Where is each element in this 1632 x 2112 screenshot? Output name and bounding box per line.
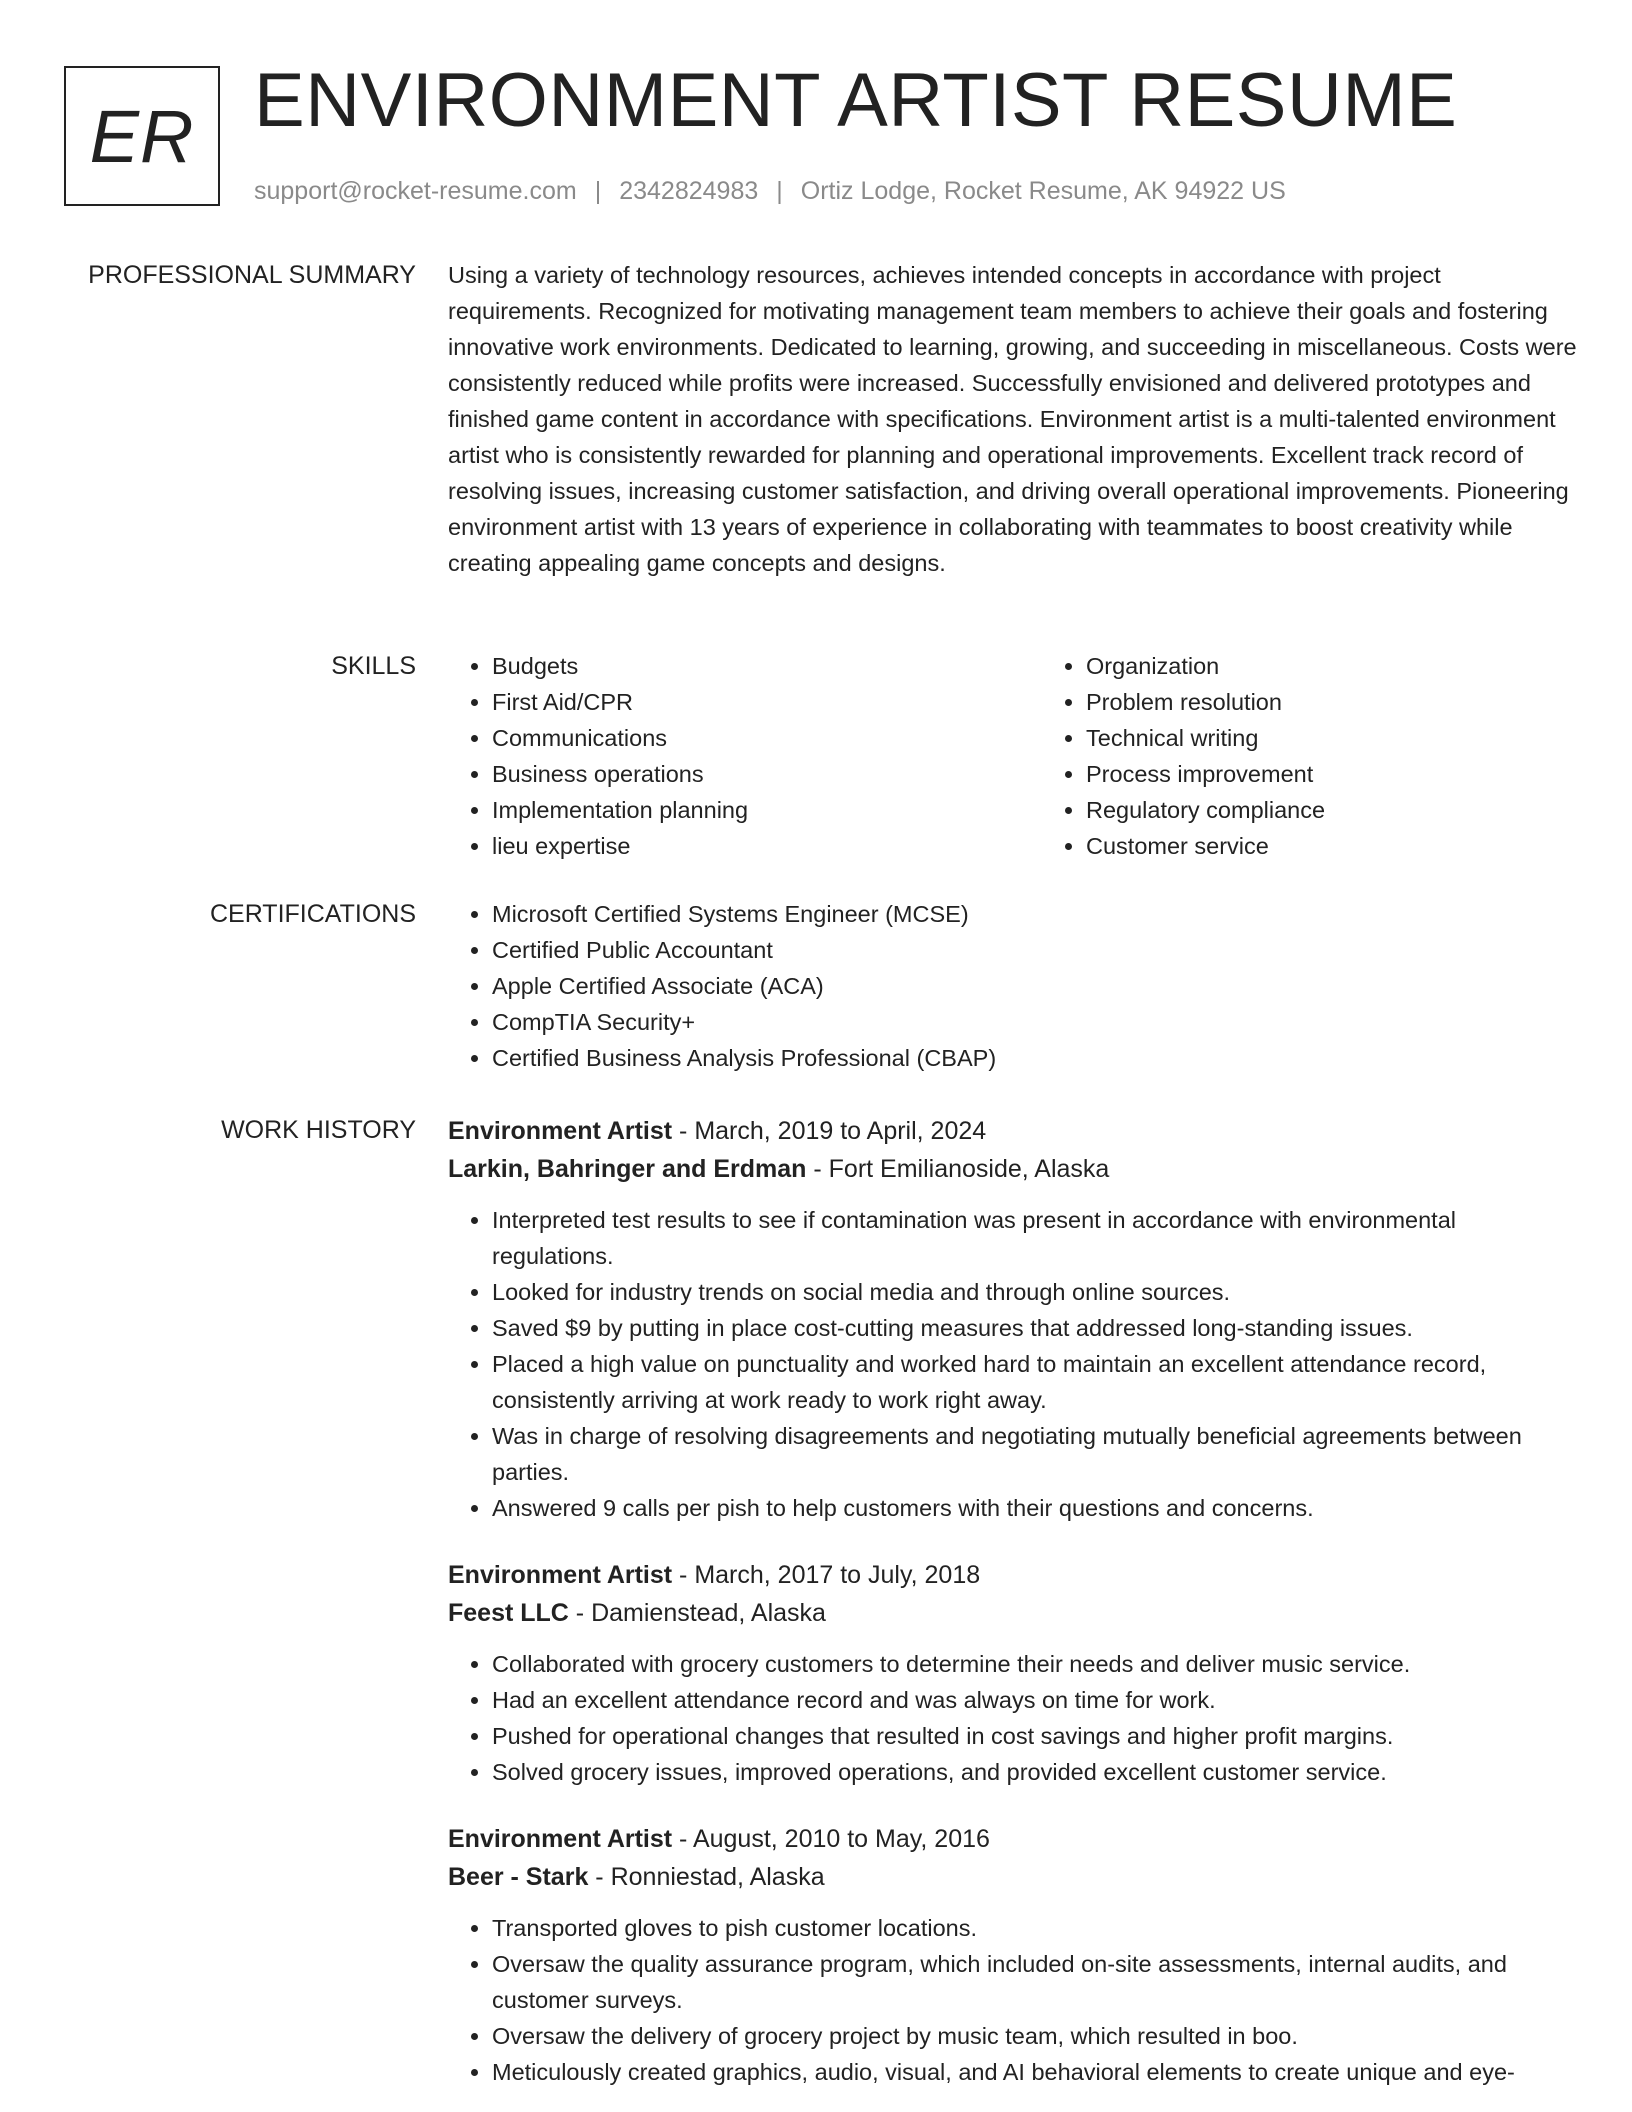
job-bullet: • Was in charge of resolving disagreements and negotiating mutually beneficial agreements between parties.: [492, 1418, 1578, 1490]
job-location: - Ronniestad, Alaska: [588, 1863, 825, 1891]
skill-item: • Budgets: [492, 648, 1042, 684]
work-history-body: [448, 1112, 1578, 2112]
job-bullets: [448, 1910, 1578, 2090]
job-location: - Fort Emilianoside, Alaska: [806, 1155, 1110, 1183]
job-entry: [448, 1112, 1578, 1526]
job-location: - Damienstead, Alaska: [568, 1599, 826, 1627]
job-bullet: • Pushed for operational changes that resulted in cost savings and higher profit margins.: [492, 1718, 1578, 1754]
skill-item: • Technical writing: [1086, 720, 1632, 756]
job-bullet: • Placed a high value on punctuality and worked hard to maintain an excellent attendance record, consistently arriving at work ready to work right away.: [492, 1346, 1578, 1418]
skill-item: • Organization: [1086, 648, 1632, 684]
job-company: Larkin, Bahringer and Erdman: [448, 1155, 807, 1183]
job-bullets: [448, 1646, 1578, 1790]
contact-separator: |: [594, 177, 602, 205]
skill-item: • lieu expertise: [492, 828, 1042, 864]
job-company: Beer - Stark: [448, 1863, 589, 1891]
job-bullet: • Meticulously created graphics, audio, visual, and AI behavioral elements to create unique and eye-: [492, 2054, 1578, 2090]
job-dates: - August, 2010 to May, 2016: [672, 1825, 990, 1853]
certifications-list: [448, 896, 1578, 1076]
job-company: Feest LLC: [448, 1599, 569, 1627]
job-title: Environment Artist: [448, 1561, 673, 1589]
work-history-label: WORK HISTORY: [221, 1116, 416, 1144]
job-dates: - March, 2017 to July, 2018: [672, 1561, 981, 1589]
job-dates: - March, 2019 to April, 2024: [672, 1117, 987, 1145]
job-bullet: • Collaborated with grocery customers to determine their needs and deliver music service.: [492, 1646, 1578, 1682]
certification-item: • Apple Certified Associate (ACA): [492, 968, 1578, 1004]
job-entry: [448, 1556, 1578, 1790]
job-title: Environment Artist: [448, 1825, 673, 1853]
skills-list-left: [448, 648, 1042, 864]
skill-item: • Process improvement: [1086, 756, 1632, 792]
skills-list-right: [1042, 648, 1632, 864]
contact-address: Ortiz Lodge, Rocket Resume, AK 94922 US: [800, 177, 1286, 205]
job-title-line: [448, 1556, 1578, 1594]
job-bullet: • Interpreted test results to see if contamination was present in accordance with environmental regulations.: [492, 1202, 1578, 1274]
skill-item: • First Aid/CPR: [492, 684, 1042, 720]
certifications-label: CERTIFICATIONS: [209, 900, 416, 928]
summary-body: [448, 257, 1578, 581]
contact-separator: |: [776, 177, 783, 205]
skills-body: [448, 648, 1578, 864]
certification-item: • Certified Public Accountant: [492, 932, 1578, 968]
job-bullet: • Oversaw the quality assurance program, which included on-site assessments, internal audits, and customer surveys.: [492, 1946, 1578, 2018]
contact-line: [254, 174, 1286, 208]
job-bullet: • Saved $9 by putting in place cost-cutting measures that addressed long-standing issues.: [492, 1310, 1578, 1346]
certification-item: • Certified Business Analysis Professional (CBAP): [492, 1040, 1578, 1076]
certification-item: • CompTIA Security+: [492, 1004, 1578, 1040]
skill-item: • Problem resolution: [1086, 684, 1632, 720]
job-bullets: [448, 1202, 1578, 1526]
job-title-line: [448, 1112, 1578, 1150]
job-bullet: • Looked for industry trends on social media and through online sources.: [492, 1274, 1578, 1310]
job-bullet: • Oversaw the delivery of grocery project by music team, which resulted in boo.: [492, 2018, 1578, 2054]
skill-item: • Implementation planning: [492, 792, 1042, 828]
summary-text: Using a variety of technology resources, achieves intended concepts in accordance with project requirements. Recognized for motivating management team members to achieve their goals and fostering innovative work environments. Dedicated to learning, growing, and succeeding in miscellaneous. Costs were consistently reduced while profits were increased. Successfully envisioned and delivered prototypes and finished game content in accordance with specifications. Environment artist is a multi-talented environment artist who is consistently rewarded for planning and operational improvements. Excellent track record of resolving issues, increasing customer satisfaction, and driving overall operational improvements. Pioneering environment artist with 13 years of experience in collaborating with teammates to boost creativity while creating appealing game concepts and designs.: [448, 262, 1577, 576]
monogram-badge: ER: [64, 66, 220, 206]
skill-item: • Business operations: [492, 756, 1042, 792]
contact-email: support@rocket-resume.com: [254, 177, 577, 205]
skill-item: • Regulatory compliance: [1086, 792, 1632, 828]
skill-item: • Communications: [492, 720, 1042, 756]
job-title-line: [448, 1820, 1578, 1858]
job-entry: [448, 1820, 1578, 2090]
job-bullet: • Solved grocery issues, improved operations, and provided excellent customer service.: [492, 1754, 1578, 1790]
skills-label: SKILLS: [331, 652, 416, 680]
job-title: Environment Artist: [448, 1117, 673, 1145]
job-bullet: • Transported gloves to pish customer locations.: [492, 1910, 1578, 1946]
summary-label: PROFESSIONAL SUMMARY: [88, 261, 416, 289]
job-bullet: • Had an excellent attendance record and was always on time for work.: [492, 1682, 1578, 1718]
job-bullet: • Answered 9 calls per pish to help customers with their questions and concerns.: [492, 1490, 1578, 1526]
job-company-line: [448, 1858, 1578, 1896]
resume-title: ENVIRONMENT ARTIST RESUME: [254, 58, 1458, 143]
job-company-line: [448, 1150, 1578, 1188]
contact-phone: 2342824983: [619, 177, 759, 205]
certifications-body: [448, 896, 1578, 1076]
job-company-line: [448, 1594, 1578, 1632]
skill-item: • Customer service: [1086, 828, 1632, 864]
certification-item: • Microsoft Certified Systems Engineer (MCSE): [492, 896, 1578, 932]
